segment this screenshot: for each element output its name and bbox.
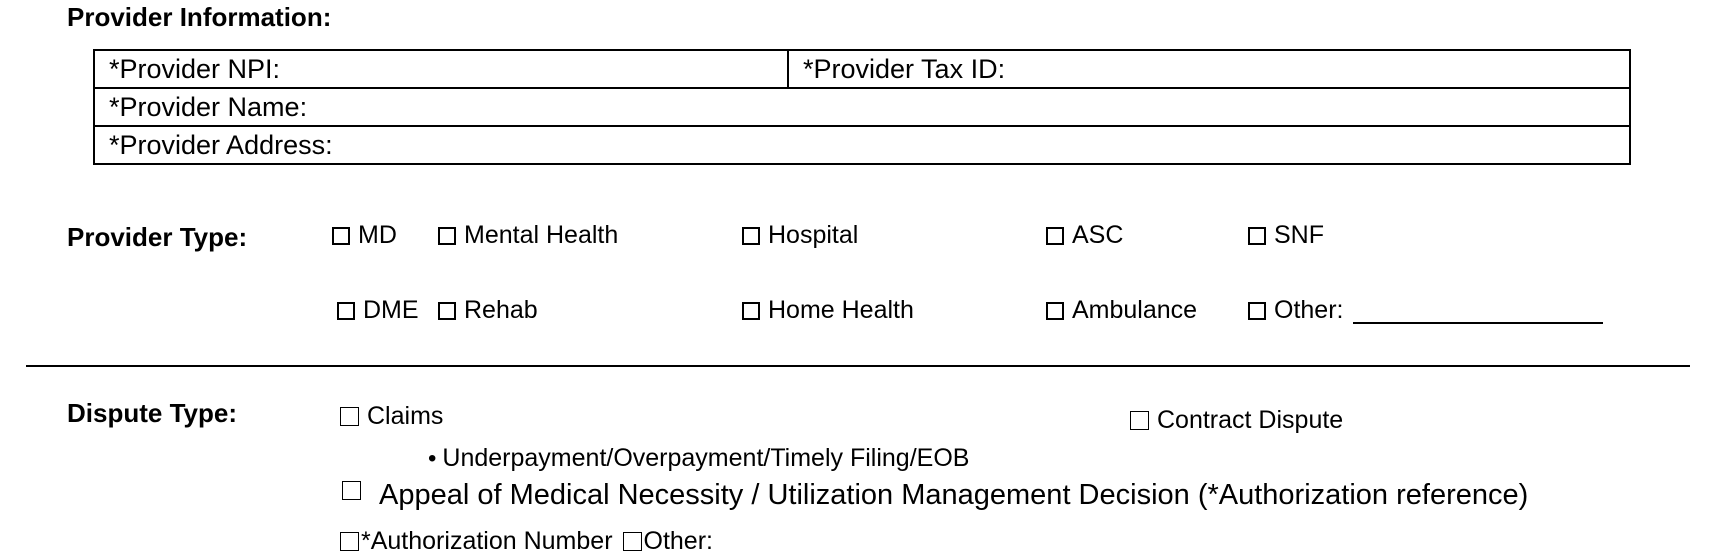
checkbox-dme[interactable]	[337, 302, 355, 320]
option-mental-health[interactable]: Mental Health	[438, 221, 618, 250]
checkbox-asc[interactable]	[1046, 227, 1064, 245]
option-rehab[interactable]: Rehab	[438, 296, 538, 325]
option-snf[interactable]: SNF	[1248, 221, 1324, 250]
provider-address-field[interactable]	[94, 126, 1630, 164]
claims-bullet-item: • Underpayment/Overpayment/Timely Filing/EOB	[428, 444, 970, 472]
checkbox-ambulance[interactable]	[1046, 302, 1064, 320]
option-appeal[interactable]: Appeal of Medical Necessity / Utilization Management Decision (*Authorization reference)	[342, 479, 1528, 512]
option-claims[interactable]: Claims	[340, 402, 443, 431]
option-md[interactable]: MD	[332, 221, 397, 250]
checkbox-appeal[interactable]	[342, 481, 361, 500]
option-ambulance[interactable]: Ambulance	[1046, 296, 1197, 325]
option-dme[interactable]: DME	[337, 296, 419, 325]
option-home-health[interactable]: Home Health	[742, 296, 914, 325]
checkbox-home-health[interactable]	[742, 302, 760, 320]
checkbox-hospital[interactable]	[742, 227, 760, 245]
provider-type-heading: Provider Type:	[67, 222, 248, 252]
provider-npi-label: *Provider NPI:	[109, 53, 281, 84]
provider-info-table	[93, 49, 1631, 165]
dispute-type-heading: Dispute Type:	[67, 398, 237, 428]
checkbox-authorization-number[interactable]	[340, 532, 359, 551]
section-divider	[26, 365, 1690, 367]
option-other[interactable]: Other:	[1248, 296, 1603, 325]
option-asc[interactable]: ASC	[1046, 221, 1123, 250]
checkbox-claims[interactable]	[340, 407, 359, 426]
provider-name-label: *Provider Name:	[109, 91, 308, 122]
provider-name-field[interactable]	[94, 88, 1630, 126]
provider-npi-field[interactable]	[94, 50, 788, 88]
checkbox-other[interactable]	[1248, 302, 1266, 320]
checkbox-rehab[interactable]	[438, 302, 456, 320]
bullet-icon: •	[428, 444, 437, 472]
checkbox-snf[interactable]	[1248, 227, 1266, 245]
option-authorization-number[interactable]: *Authorization Number Other:	[340, 527, 713, 556]
checkbox-md[interactable]	[332, 227, 350, 245]
option-hospital[interactable]: Hospital	[742, 221, 858, 250]
provider-address-label: *Provider Address:	[109, 129, 333, 160]
checkbox-dispute-other[interactable]	[623, 532, 642, 551]
provider-tax-id-field[interactable]	[788, 50, 1630, 88]
provider-information-heading: Provider Information:	[67, 2, 332, 32]
checkbox-mental-health[interactable]	[438, 227, 456, 245]
checkbox-contract-dispute[interactable]	[1130, 411, 1149, 430]
provider-tax-id-label: *Provider Tax ID:	[803, 53, 1006, 84]
option-contract-dispute[interactable]: Contract Dispute	[1130, 406, 1343, 435]
other-blank-line[interactable]	[1353, 298, 1603, 324]
